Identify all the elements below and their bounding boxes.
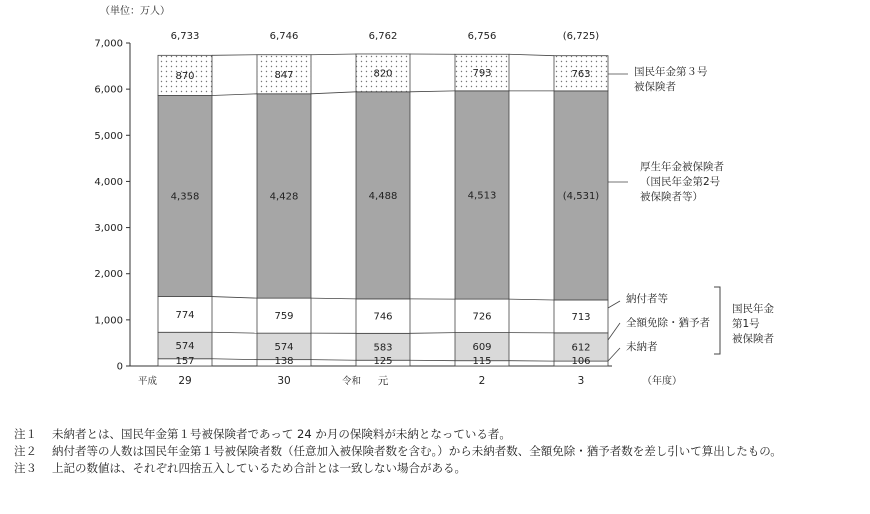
data-label-exempt: 574: [175, 341, 195, 353]
data-label-exempt: 612: [571, 342, 591, 354]
legend-label-kosei: 被保険者等）: [640, 191, 703, 203]
y-tick-label: 3,000: [94, 223, 123, 235]
total-label: 6,762: [368, 31, 398, 42]
data-label-unpaid: 125: [373, 356, 393, 367]
y-tick-label: 0: [116, 361, 123, 373]
data-label-no3: 870: [175, 70, 195, 82]
series-connector: [212, 94, 257, 96]
total-label: 6,746: [269, 31, 299, 42]
data-label-no3: 820: [373, 68, 393, 80]
total-label: 6,733: [170, 31, 200, 42]
notes: [14, 426, 864, 477]
data-label-unpaid: 115: [472, 356, 492, 367]
series-connector: [212, 55, 257, 56]
legend-label-no3: 被保険者: [634, 81, 676, 93]
note-label: 注２: [14, 444, 37, 458]
group-bracket: [714, 287, 720, 354]
series-connector: [212, 332, 257, 333]
note-text: 納付者等の人数は国民年金第１号被保険者数（任意加入被保険者数を含む。）から未納者数、全額免除・猶予者数を差し引いて算出したもの。: [52, 444, 782, 458]
data-label-kosei: 4,488: [368, 190, 398, 202]
y-tick-label: 5,000: [94, 130, 123, 142]
total-label: 6,756: [467, 31, 497, 42]
legend-label-group: 被保険者: [732, 333, 774, 345]
data-label-payers: 713: [571, 311, 591, 323]
x-tick-label: 29: [178, 375, 192, 387]
series-connector: [311, 54, 356, 55]
series-connector: [311, 360, 356, 361]
legend-label-payers: 納付者等: [626, 293, 668, 305]
series-connector: [311, 92, 356, 94]
x-axis-label: （年度）: [642, 376, 682, 387]
data-label-kosei: 4,513: [467, 190, 497, 202]
note-label: 注１: [14, 427, 37, 441]
y-tick-label: 7,000: [94, 38, 123, 50]
data-label-payers: 759: [274, 311, 294, 323]
legend-label-kosei: （国民年金第2号: [640, 176, 721, 188]
data-label-kosei: 4,358: [170, 191, 200, 203]
series-connector: [311, 298, 356, 299]
legend-label-unpaid: 未納者: [626, 341, 658, 353]
data-label-payers: 746: [373, 311, 393, 323]
data-label-exempt: 609: [472, 342, 492, 354]
note-text: 上記の数値は、それぞれ四捨五入しているため合計とは一致しない場合がある。: [52, 461, 466, 475]
legend-label-group: 国民年金: [732, 303, 774, 315]
series-connector: [410, 91, 455, 92]
data-label-payers: 774: [175, 309, 195, 321]
data-label-exempt: 574: [274, 341, 294, 353]
series-connector: [212, 297, 257, 299]
data-label-no3: 847: [274, 69, 294, 81]
y-tick-label: 4,000: [94, 176, 123, 188]
legend-leader-line: [608, 348, 620, 361]
y-tick-label: 6,000: [94, 84, 123, 96]
series-connector: [509, 54, 554, 55]
x-tick-label: 2: [478, 375, 486, 387]
data-label-unpaid: 138: [274, 356, 294, 367]
note-label: 注３: [14, 461, 37, 475]
series-connector: [212, 359, 257, 360]
era-label: 令和: [342, 376, 362, 387]
x-tick-label: 元: [377, 375, 389, 387]
y-tick-label: 1,000: [94, 315, 123, 327]
data-label-no3: 763: [571, 68, 591, 80]
series-connector: [509, 299, 554, 300]
x-tick-label: 30: [277, 375, 291, 387]
legend-leader-line: [608, 301, 620, 308]
total-label: (6,725): [562, 31, 600, 42]
series-connector: [410, 333, 455, 334]
legend-label-kosei: 厚生年金被保険者: [640, 161, 724, 173]
note-3: [14, 460, 864, 477]
data-label-exempt: 583: [373, 342, 393, 354]
data-label-unpaid: 106: [571, 356, 591, 367]
y-tick-label: 2,000: [94, 269, 123, 281]
era-label: 平成: [138, 376, 158, 387]
x-tick-label: 3: [577, 375, 585, 387]
legend-leader-line: [608, 323, 620, 340]
data-label-no3: 793: [472, 68, 492, 80]
unit-label: （単位：万人）: [100, 6, 170, 17]
legend-label-group: 第1号: [732, 318, 760, 330]
data-label-kosei: (4,531): [562, 190, 600, 202]
note-text: 未納者とは、国民年金第１号被保険者であって 24 か月の保険料が未納となっている者。: [52, 427, 511, 441]
legend-label-exempt: 全額免除・猶予者: [626, 317, 710, 329]
data-label-unpaid: 157: [175, 356, 195, 367]
note-2: [14, 443, 864, 460]
legend-label-no3: 国民年金第３号: [634, 66, 708, 78]
data-label-kosei: 4,428: [269, 191, 299, 203]
note-1: [14, 426, 864, 443]
data-label-payers: 726: [472, 311, 492, 323]
